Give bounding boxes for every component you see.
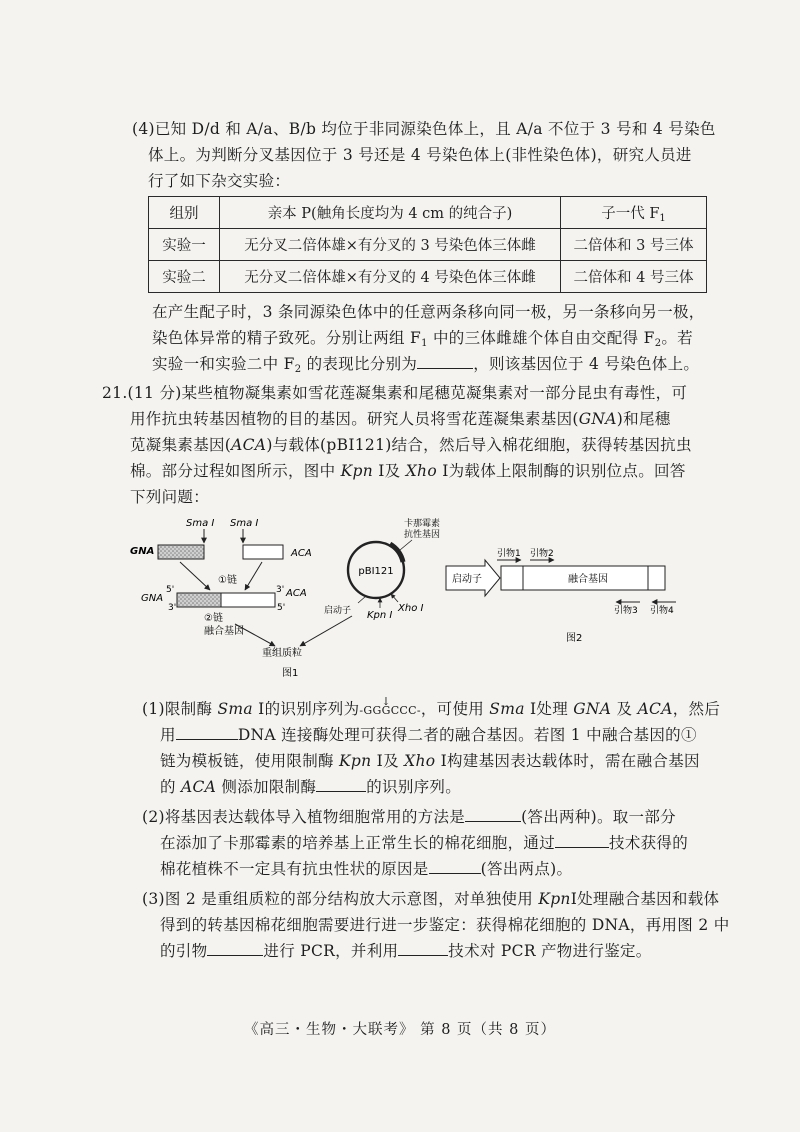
sub1-text: Kpn xyxy=(339,752,372,770)
q4-text: 不位于 3 号和 4 号染色 xyxy=(542,120,716,138)
sub1-text: Xho xyxy=(404,752,436,770)
sub1-text: Ⅰ及 xyxy=(371,752,405,770)
table-row xyxy=(149,261,707,293)
primer1-label: 引物1 xyxy=(497,549,521,559)
q21-text: Ⅰ及 xyxy=(373,462,406,480)
sub2-text: (2)将基因表达载体导入植物细胞常用的方法是 xyxy=(142,808,466,826)
q4-text: ，则该基因位于 4 号染色体上。 xyxy=(473,355,700,373)
answer-blank[interactable] xyxy=(429,859,481,874)
sub1-line3 xyxy=(160,750,700,772)
sub1-text: Ⅰ构建基因表达载体时，需在融合基因 xyxy=(435,752,700,770)
sub3-text: Kpn xyxy=(538,890,571,908)
sub1-text: Sma xyxy=(489,700,525,718)
sub3-text: 的引物 xyxy=(160,942,208,960)
q4-text: 实验一和实验二中 F xyxy=(152,355,295,373)
sub1-text: GNA xyxy=(573,700,612,718)
sub1-text: Ⅰ的识别序列为 xyxy=(252,700,360,718)
sub1-text: ACA xyxy=(181,778,217,796)
gna-fragment xyxy=(158,545,204,559)
sub1-text: 链为模板链，使用限制酶 xyxy=(160,752,340,770)
q4-after3 xyxy=(152,353,699,381)
sub2-text: 技术获得的 xyxy=(609,834,689,852)
aca-top-label: ACA xyxy=(291,548,312,559)
strand2-label: ②链 xyxy=(204,613,223,624)
answer-blank[interactable] xyxy=(417,354,473,369)
sub3-line1 xyxy=(142,888,719,910)
q4-line2: 体上。为判断分叉基因位于 3 号还是 4 号染色体上(非性染色体)，研究人员进 xyxy=(148,146,692,164)
sequence-part: CCC- xyxy=(390,704,421,717)
sub1-text: ，然后 xyxy=(672,700,721,718)
xho-label: Xho Ⅰ xyxy=(398,603,424,614)
table-cell: 二倍体和 4 号三体 xyxy=(561,261,707,293)
q4-text: A/a xyxy=(516,120,543,138)
plasmid-label: pBI121 xyxy=(358,566,394,577)
primer2-label: 引物2 xyxy=(530,549,554,559)
promoter-pointer xyxy=(358,596,366,603)
sma2-label: Sma Ⅰ xyxy=(230,518,259,529)
answer-blank[interactable] xyxy=(555,833,609,848)
sub2-text: 在添加了卡那霉素的培养基上正常生长的棉花细胞，通过 xyxy=(160,834,556,852)
five-prime-2: 5' xyxy=(277,603,286,613)
q4-text: 。若 xyxy=(661,329,693,347)
answer-blank[interactable] xyxy=(398,941,448,956)
fusion-gene-label-fig2: 融合基因 xyxy=(568,574,608,585)
q4-after2 xyxy=(152,327,693,355)
page-footer: 《高三・生物・大联考》 第 8 页（共 8 页） xyxy=(244,1022,556,1038)
q4-after1: 在产生配子时，3 条同源染色体中的任意两条移向同一极，另一条移向另一极， xyxy=(152,303,705,321)
sub2-line1 xyxy=(142,806,676,828)
q21-line1: 21.(11 分)某些植物凝集素如雪花莲凝集素和尾穗苋凝集素对一部分昆虫有毒性，可 xyxy=(102,384,688,402)
subscript: 2 xyxy=(294,364,302,375)
header-f1-text: 子一代 F xyxy=(601,205,660,222)
q4-text: 的表现比分别为 xyxy=(301,355,418,373)
sub1-text: 用 xyxy=(160,726,176,744)
kana-label-2: 抗性基因 xyxy=(404,530,441,540)
kana-resistance-segment xyxy=(390,544,403,562)
table-row xyxy=(149,229,707,261)
q4-line1 xyxy=(132,118,716,140)
experiment-table xyxy=(148,196,707,293)
q21-text: ACA xyxy=(231,436,267,454)
table-header-cell: 亲本 P(触角长度均为 4 cm 的纯合子) xyxy=(220,197,561,229)
sub2-line2 xyxy=(160,832,688,854)
kana-label-1: 卡那霉素 xyxy=(404,519,441,529)
subscript: 2 xyxy=(654,338,662,349)
aca-mid-label: ACA xyxy=(286,588,307,599)
sma1-label: Sma Ⅰ xyxy=(186,518,215,529)
q21-text: Kpn xyxy=(340,462,374,480)
subscript: 1 xyxy=(421,338,428,349)
table-header-row xyxy=(149,197,707,229)
gna-top-label: GNA xyxy=(130,546,155,557)
q21-text: )和尾穗 xyxy=(616,410,671,428)
q21-line5: 下列问题： xyxy=(130,488,210,506)
q21-line2 xyxy=(130,408,671,430)
strand1-label: ①链 xyxy=(218,575,237,586)
fig1-caption: 图1 xyxy=(282,668,299,679)
gna-join-arrow xyxy=(180,562,210,590)
sequence-part: -GGG xyxy=(359,704,391,717)
recombinant-label: 重组质粒 xyxy=(262,648,302,659)
figure-diagram xyxy=(0,510,800,690)
table-cell: 实验二 xyxy=(149,261,220,293)
fig2-caption: 图2 xyxy=(566,633,583,644)
promoter-label-fig2: 启动子 xyxy=(452,574,482,585)
three-prime-2: 3' xyxy=(168,603,177,613)
sub2-text: 棉花植株不一定具有抗虫性状的原因是 xyxy=(160,860,429,878)
sub1-text: 侧添加限制酶 xyxy=(216,778,317,796)
recognition-sequence xyxy=(359,695,421,717)
three-prime-1: 3' xyxy=(276,585,285,595)
fusion-gene-label: 融合基因 xyxy=(204,626,244,637)
xho-arrow xyxy=(391,594,398,602)
sub2-text: (答出两种)。取一部分 xyxy=(521,808,676,826)
sub1-line4 xyxy=(160,776,461,798)
primer4-label: 引物4 xyxy=(650,606,674,616)
primer3-label: 引物3 xyxy=(614,606,638,616)
sub1-text: ，可使用 xyxy=(420,700,490,718)
sub3-text: (3)图 2 是重组质粒的部分结构放大示意图，对单独使用 xyxy=(142,890,539,908)
answer-blank[interactable] xyxy=(176,725,238,740)
sub3-text: 进行 PCR，并利用 xyxy=(263,942,399,960)
sub3-text: Ⅰ处理融合基因和载体 xyxy=(570,890,720,908)
table-cell: 实验一 xyxy=(149,229,220,261)
plasmid-to-recombinant-arrow xyxy=(300,616,352,646)
promoter-label-fig1: 启动子 xyxy=(324,606,352,616)
sub1-text: DNA 连接酶处理可获得二者的融合基因。若图 1 中融合基因的① xyxy=(237,726,697,744)
sub1-line1 xyxy=(142,695,721,722)
q21-text: GNA xyxy=(578,410,617,428)
sub3-text: 技术对 PCR 产物进行鉴定。 xyxy=(448,942,652,960)
q21-text: )与载体(pBI121)结合，然后导入棉花细胞，获得转基因抗虫 xyxy=(266,436,692,454)
sub1-line2 xyxy=(160,724,697,746)
q4-text: 染色体异常的精子致死。分别让两组 F xyxy=(152,329,422,347)
gna-mid-label: GNA xyxy=(141,593,164,604)
aca-join-arrow xyxy=(245,562,262,590)
sub2-line3 xyxy=(160,858,572,880)
kana-pointer xyxy=(400,540,412,550)
q21-text: 苋凝集素基因( xyxy=(130,436,232,454)
fusion-aca-part xyxy=(221,593,275,607)
sub1-text: 及 xyxy=(611,700,638,718)
sub3-line2: 得到的转基因棉花细胞需要进行进一步鉴定：获得棉花细胞的 DNA，再用图 2 中 xyxy=(160,916,730,934)
sub1-text: ACA xyxy=(637,700,673,718)
sub1-text: 的 xyxy=(160,778,182,796)
sub1-text: Ⅰ处理 xyxy=(524,700,574,718)
q21-text: Ⅰ为载体上限制酶的识别位点。回答 xyxy=(436,462,686,480)
q21-line4 xyxy=(130,460,686,482)
fusion-gna-part xyxy=(177,593,221,607)
answer-blank[interactable] xyxy=(207,941,263,956)
table-cell: 二倍体和 3 号三体 xyxy=(561,229,707,261)
sub3-line3 xyxy=(160,940,652,962)
cut-site-arrow: ↓ xyxy=(381,695,391,708)
table-cell: 无分叉二倍体雄×有分叉的 4 号染色体三体雌 xyxy=(220,261,561,293)
kpn-label: Kpn Ⅰ xyxy=(367,610,393,621)
q21-line3 xyxy=(130,434,692,456)
five-prime-1: 5' xyxy=(166,585,175,595)
q21-text: 用作抗虫转基因植物的目的基因。研究人员将雪花莲凝集素基因( xyxy=(130,410,579,428)
aca-fragment xyxy=(243,545,283,559)
q21-text: Xho xyxy=(405,462,437,480)
table-header-cell: 组别 xyxy=(149,197,220,229)
table-cell: 无分叉二倍体雄×有分叉的 3 号染色体三体雌 xyxy=(220,229,561,261)
answer-blank[interactable] xyxy=(465,807,521,822)
q4-text: 中的三体雌雄个体自由交配得 F xyxy=(427,329,655,347)
answer-blank[interactable] xyxy=(316,777,366,792)
sub2-text: (答出两点)。 xyxy=(480,860,573,878)
q21-text: 棉。部分过程如图所示，图中 xyxy=(130,462,341,480)
sub1-text: (1)限制酶 xyxy=(142,700,218,718)
sub1-text: Sma xyxy=(217,700,253,718)
q4-text: (4)已知 D/d 和 A/a、B/b 均位于非同源染色体上，且 xyxy=(132,120,517,138)
sub1-text: 的识别序列。 xyxy=(366,778,462,796)
header-f1-subscript: 1 xyxy=(659,212,666,224)
q4-line3: 行了如下杂交实验： xyxy=(148,172,291,190)
table-header-cell xyxy=(561,197,707,229)
